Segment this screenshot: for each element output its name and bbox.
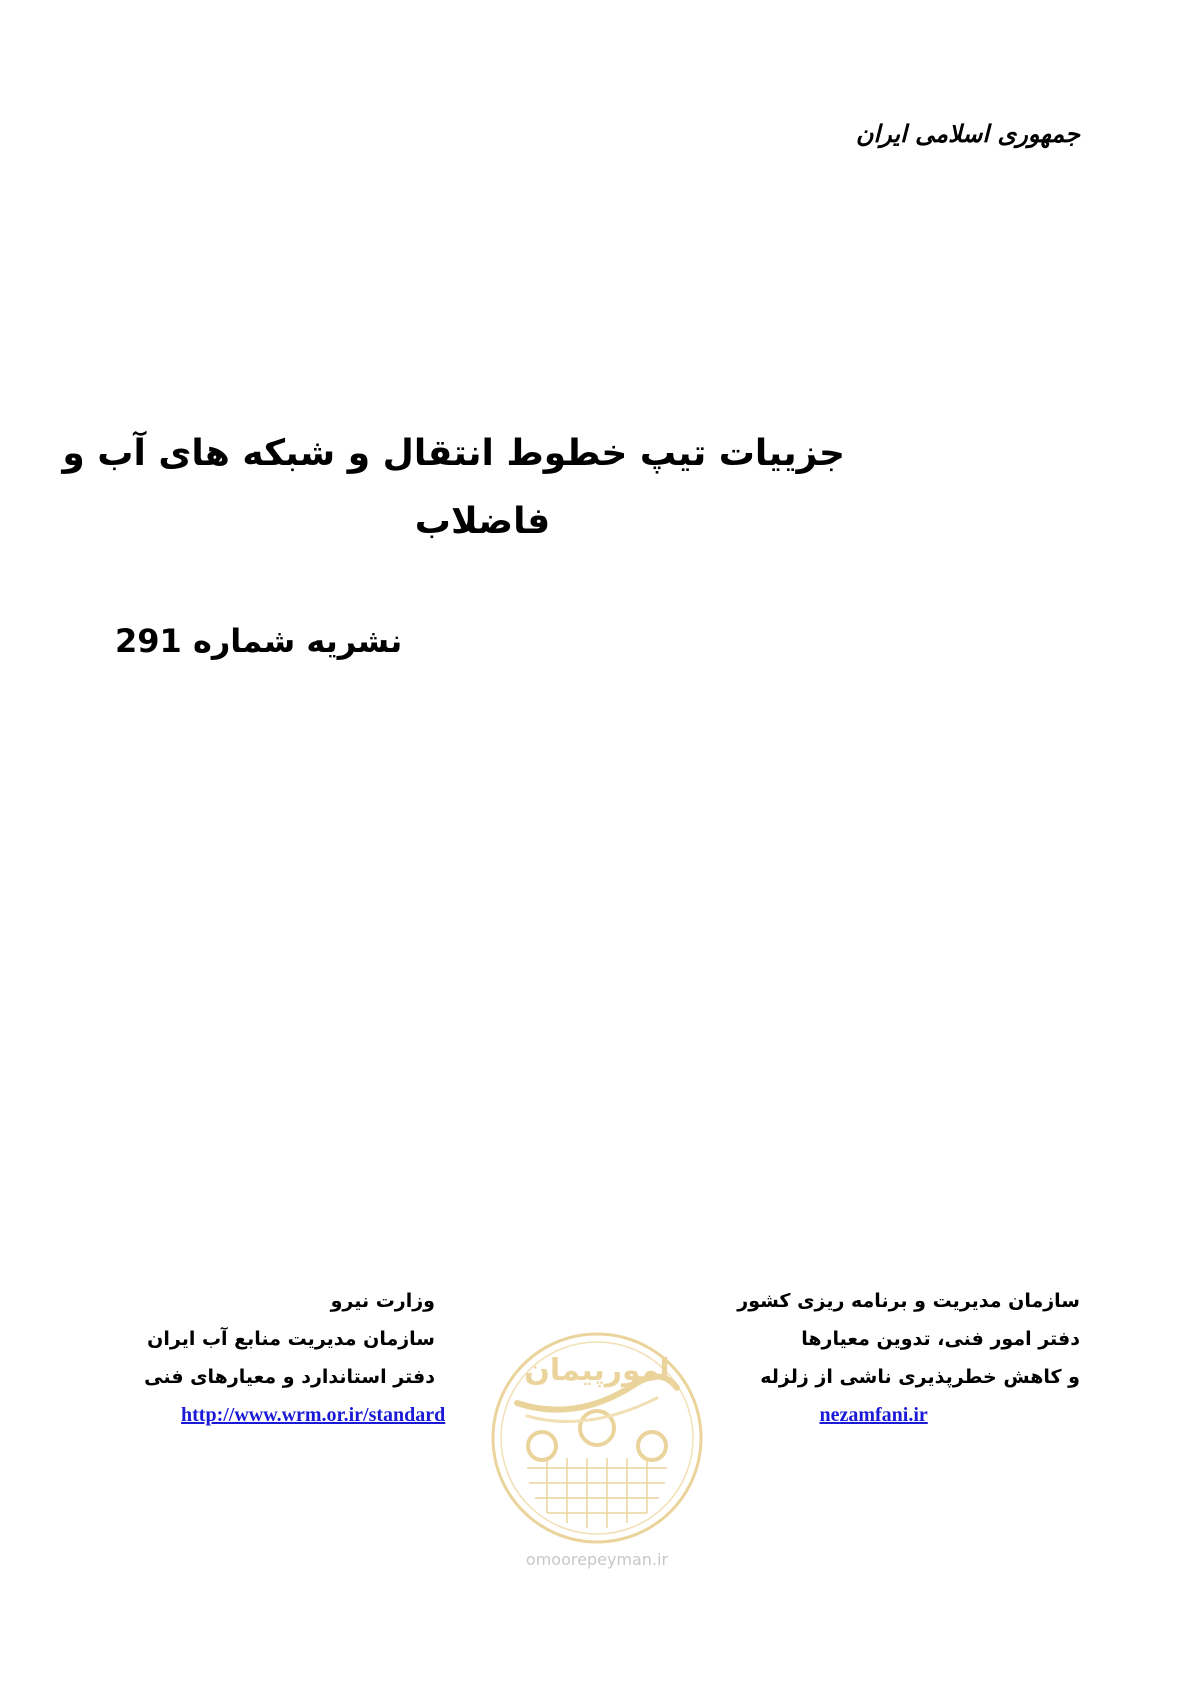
publisher-left-line-1: وزارت نیرو [330,1290,435,1312]
publisher-left-line-2: سازمان مدیریت منابع آب ایران [147,1328,435,1350]
wrm-standard-link[interactable]: http://www.wrm.or.ir/standard [181,1404,446,1426]
publisher-block-right [737,1282,1080,1434]
publisher-right-line-3: و کاهش خطرپذیری ناشی از زلزله [760,1366,1080,1388]
country-name: جمهوری اسلامی ایران [855,120,1080,148]
watermark-caption: omoorepeyman.ir [525,1550,669,1569]
publisher-block-left [144,1282,446,1434]
nezamfani-link[interactable]: nezamfani.ir [819,1404,928,1426]
watermark-logo-text: امورپیمان [524,1353,670,1388]
document-title-line-1: جزییات تیپ خطوط انتقال و شبکه های آب و [62,433,845,474]
publisher-right-line-1: سازمان مدیریت و برنامه ریزی کشور [737,1290,1080,1312]
watermark-logo [487,1328,707,1586]
document-title-line-2: فاضلاب [414,501,551,542]
publisher-right-line-2: دفتر امور فنی، تدوین معیارها [801,1328,1080,1350]
publication-number: نشریه شماره 291 [115,622,403,660]
publisher-left-line-3: دفتر استاندارد و معیارهای فنی [144,1366,435,1388]
document-title [62,420,845,556]
watermark-seal-icon [487,1328,707,1548]
